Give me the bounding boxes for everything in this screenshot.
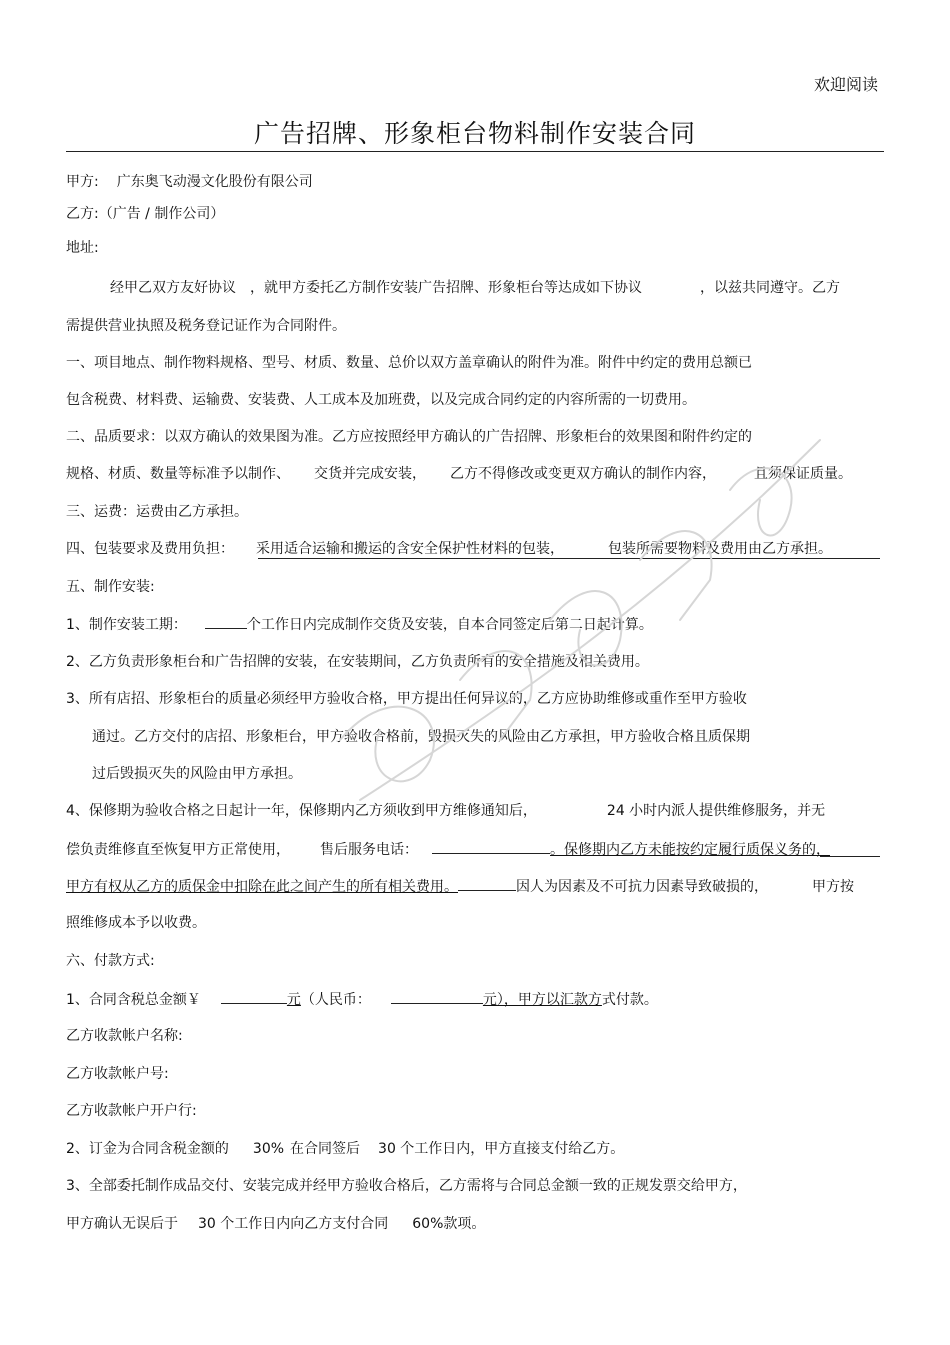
- section-5-item-4-text-a: 4、保修期为验收合格之日起计一年，保修期内乙方须收到甲方维修通知后，: [66, 803, 537, 819]
- account-bank-line: 乙方收款帐户开户行:: [66, 1103, 197, 1119]
- party-a-value: 广东奥飞动漫文化股份有限公司: [116, 174, 313, 190]
- section-6-heading: 六、付款方式:: [66, 953, 155, 969]
- section-5-item-4-text-c: 偿负责维修直至恢复甲方正常使用，: [66, 842, 290, 858]
- total-amount-blank[interactable]: [221, 989, 287, 1004]
- section-2-line-1: 二、品质要求：以双方确认的效果图为准。乙方应按照经甲方确认的广告招牌、形象柜台的效果图和附件约定的: [66, 429, 752, 445]
- section-1-line-1: 一、项目地点、制作物料规格、型号、材质、数量、总价以双方盖章确认的附件为准。附件中约定的费用总额已: [66, 355, 752, 371]
- section-5-item-3-line-3: 过后毁损灭失的风险由甲方承担。: [92, 766, 302, 782]
- section-4-label: 四、包装要求及费用负担：: [66, 541, 234, 557]
- intro-text-c: ，以兹共同遵守。乙方: [700, 280, 840, 296]
- section-5-item-4-text-d: 。保修期内乙方未能按约定履行质保义务的，: [550, 842, 830, 858]
- section-2-text-b: 交货并完成安装，: [314, 466, 426, 482]
- party-b-line: 乙方:（广告 / 制作公司）: [66, 206, 225, 222]
- work-days-blank[interactable]: [205, 614, 247, 629]
- section-5-item-3-line-1: 3、所有店招、形象柜台的质量必须经甲方验收合格，甲方提出任何异议的，乙方应协助维修或重作至甲方验收: [66, 691, 747, 707]
- section-5-item-4-line-1: [66, 801, 825, 821]
- section-4-underline: [258, 558, 880, 559]
- section-5-item-4-underline-gap: [458, 876, 516, 891]
- service-phone-blank[interactable]: [432, 839, 550, 854]
- section-6-item-1: [66, 989, 658, 1010]
- section-5-item-1-label: 1、制作安装工期：: [66, 617, 187, 633]
- section-5-item-4-text-g: 甲方按: [812, 879, 854, 895]
- section-5-item-4-line-3: [66, 876, 854, 897]
- payment-method-value: 汇款方: [559, 992, 602, 1008]
- section-2-text-a: 规格、材质、数量等标准予以制作、: [66, 466, 290, 482]
- service-phone-label: 售后服务电话：: [320, 842, 418, 858]
- section-5-item-4-line-2: [66, 839, 830, 860]
- deposit-text-d: 30 个工作日内，甲方直接支付给乙方。: [378, 1141, 625, 1157]
- section-6-item-2: [66, 1139, 624, 1159]
- section-5-item-4-underline-tail: [820, 856, 880, 857]
- rmb-label: （人民币：: [300, 992, 371, 1008]
- intro-line-1: [110, 278, 840, 298]
- section-5-item-1: [66, 614, 653, 635]
- title-divider: [66, 151, 884, 152]
- section-2-text-d: 且须保证质量。: [754, 466, 852, 482]
- payment-method-suffix: 式付款。: [601, 992, 658, 1008]
- section-4-line: [66, 539, 832, 559]
- section-5-item-4-text-f: 因人为因素及不可抗力因素导致破损的，: [516, 879, 768, 895]
- rmb-amount-blank[interactable]: [391, 989, 483, 1004]
- deposit-text-c: 在合同签后: [290, 1141, 361, 1157]
- deposit-text-a: 2、订金为合同含税金额的: [66, 1141, 229, 1157]
- intro-text-b: ，就甲方委托乙方制作安装广告招牌、形象柜台等达成如下协议: [250, 280, 642, 296]
- address-line: 地址:: [66, 240, 99, 256]
- section-5-item-4-text-e: 甲方有权从乙方的质保金中扣除在此之间产生的所有相关费用。: [66, 879, 458, 895]
- intro-line-2: 需提供营业执照及税务登记证作为合同附件。: [66, 318, 346, 334]
- section-5-item-4-text-b: 24 小时内派人提供维修服务，并无: [606, 803, 826, 819]
- section-5-item-2: 2、乙方负责形象柜台和广告招牌的安装，在安装期间，乙方负责所有的安全措施及相关费用。: [66, 654, 649, 670]
- section-5-item-3-line-2: 通过。乙方交付的店招、形象柜台，甲方验收合格前，毁损灭失的风险由乙方承担，甲方验收合格且质保期: [92, 729, 750, 745]
- deposit-percent: 30%: [252, 1141, 285, 1157]
- final-payment-text-c: 60%款项。: [412, 1216, 486, 1232]
- section-2-line-2: [66, 464, 852, 484]
- section-3-line: 三、运费：运费由乙方承担。: [66, 504, 248, 520]
- section-1-line-2: 包含税费、材料费、运输费、安装费、人工成本及加班费，以及完成合同约定的内容所需的一切费用。: [66, 392, 696, 408]
- total-amount-label: 1、合同含税总金额￥: [66, 992, 201, 1008]
- section-5-item-4-line-4: 照维修成本予以收费。: [66, 915, 206, 931]
- account-number-line: 乙方收款帐户号:: [66, 1066, 169, 1082]
- total-amount-unit: 元: [286, 992, 301, 1008]
- account-name-line: 乙方收款帐户名称:: [66, 1028, 183, 1044]
- section-6-item-3-line-2: [66, 1214, 485, 1234]
- section-5-heading: 五、制作安装:: [66, 579, 155, 595]
- rmb-unit-text: 元），甲方以: [482, 992, 560, 1008]
- section-4-text-b: 包装所需要物料及费用由乙方承担。: [608, 541, 832, 557]
- final-payment-text-b: 30 个工作日内向乙方支付合同: [198, 1216, 389, 1232]
- final-payment-text-a: 甲方确认无误后于: [66, 1216, 178, 1232]
- page-title: 广告招牌、形象柜台物料制作安装合同: [253, 119, 696, 148]
- section-4-text-a: 采用适合运输和搬运的含安全保护性材料的包装，: [256, 541, 564, 557]
- section-2-text-c: 乙方不得修改或变更双方确认的制作内容，: [450, 466, 716, 482]
- section-5-item-1-text: 个工作日内完成制作交货及安装，自本合同签定后第二日起计算。: [246, 617, 653, 633]
- page-header-note: 欢迎阅读: [813, 75, 878, 94]
- party-a-label: 甲方:: [66, 174, 99, 190]
- section-6-item-3-line-1: 3、全部委托制作成品交付、安装完成并经甲方验收合格后，乙方需将与合同总金额一致的正规发票交给甲方，: [66, 1178, 747, 1194]
- intro-text-a: 经甲乙双方友好协议: [110, 280, 236, 296]
- party-a-line: [66, 172, 313, 192]
